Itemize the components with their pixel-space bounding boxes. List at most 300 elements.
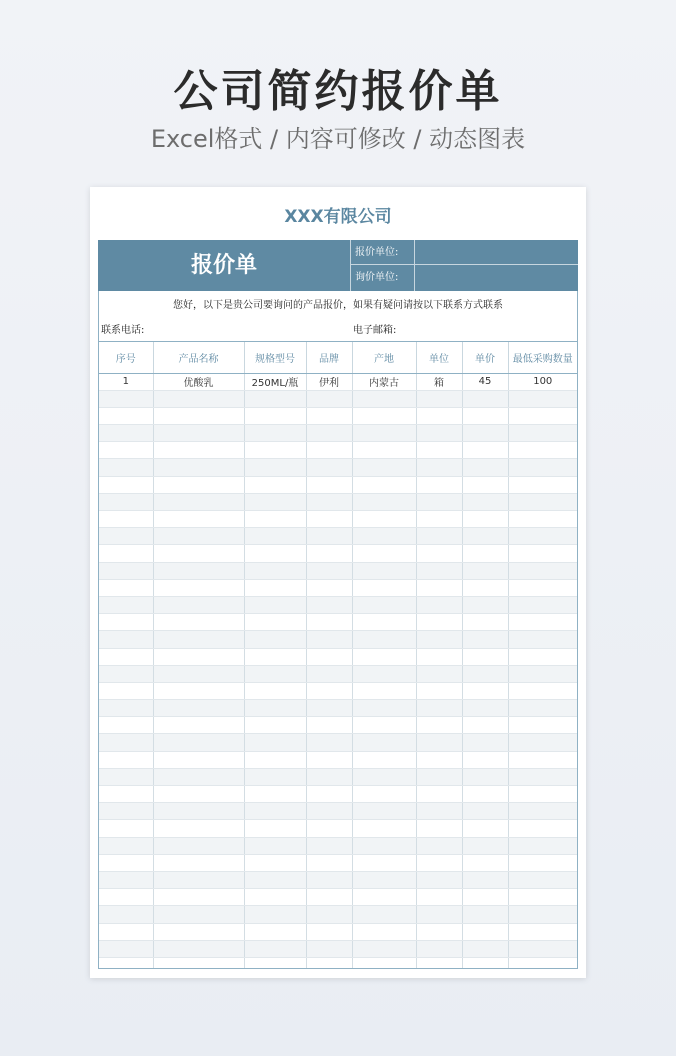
table-cell[interactable] [306,390,352,407]
table-cell[interactable] [244,700,306,717]
table-cell[interactable] [508,562,577,579]
table-cell[interactable] [462,889,508,906]
table-cell[interactable] [306,631,352,648]
table-cell[interactable]: 优酸乳 [153,373,244,390]
table-cell[interactable] [462,407,508,424]
table-cell[interactable] [99,820,153,837]
table-cell[interactable] [508,906,577,923]
table-cell[interactable] [153,837,244,854]
table-cell[interactable] [352,390,416,407]
table-cell[interactable] [244,442,306,459]
table-cell[interactable] [462,631,508,648]
column-header[interactable]: 品牌 [306,342,352,373]
table-cell[interactable] [306,545,352,562]
table-cell[interactable] [352,923,416,940]
table-cell[interactable] [153,631,244,648]
table-cell[interactable] [462,940,508,957]
table-cell[interactable] [462,957,508,969]
table-cell[interactable]: 45 [462,373,508,390]
table-cell[interactable] [508,596,577,613]
table-cell[interactable] [153,854,244,871]
table-cell[interactable] [99,682,153,699]
table-cell[interactable] [416,665,462,682]
table-cell[interactable] [416,407,462,424]
table-cell[interactable] [153,957,244,969]
table-cell[interactable] [416,889,462,906]
table-cell[interactable] [153,562,244,579]
table-cell[interactable] [306,923,352,940]
table-cell[interactable] [352,511,416,528]
table-cell[interactable] [462,648,508,665]
table-cell[interactable] [352,493,416,510]
table-cell[interactable] [352,682,416,699]
table-cell[interactable] [244,682,306,699]
table-cell[interactable] [508,493,577,510]
table-cell[interactable] [416,528,462,545]
table-cell[interactable] [352,820,416,837]
table-cell[interactable] [99,562,153,579]
table-cell[interactable] [508,631,577,648]
table-cell[interactable] [416,700,462,717]
table-cell[interactable] [306,442,352,459]
table-cell[interactable] [462,596,508,613]
table-cell[interactable] [99,923,153,940]
table-cell[interactable] [306,562,352,579]
table-cell[interactable] [306,511,352,528]
table-cell[interactable] [462,803,508,820]
table-cell[interactable] [99,425,153,442]
table-cell[interactable] [306,940,352,957]
table-cell[interactable] [416,768,462,785]
table-cell[interactable] [244,425,306,442]
table-cell[interactable] [99,390,153,407]
table-cell[interactable] [306,700,352,717]
table-cell[interactable] [99,768,153,785]
table-cell[interactable] [244,493,306,510]
table-cell[interactable] [416,476,462,493]
table-cell[interactable] [352,407,416,424]
table-cell[interactable] [153,390,244,407]
table-cell[interactable] [99,957,153,969]
table-cell[interactable] [508,786,577,803]
table-cell[interactable] [99,665,153,682]
table-cell[interactable] [416,717,462,734]
table-cell[interactable] [352,528,416,545]
table-cell[interactable] [99,940,153,957]
table-cell[interactable] [153,751,244,768]
quote-unit-field[interactable] [414,240,578,265]
table-cell[interactable] [462,786,508,803]
table-cell[interactable] [306,906,352,923]
table-cell[interactable] [153,786,244,803]
table-cell[interactable] [153,889,244,906]
table-cell[interactable] [99,786,153,803]
column-header[interactable]: 最低采购数量 [508,342,577,373]
table-cell[interactable] [416,459,462,476]
table-cell[interactable] [462,562,508,579]
table-cell[interactable] [244,665,306,682]
table-cell[interactable] [306,407,352,424]
table-cell[interactable] [508,545,577,562]
table-cell[interactable] [416,751,462,768]
table-cell[interactable] [306,957,352,969]
table-cell[interactable] [153,511,244,528]
table-cell[interactable] [352,803,416,820]
table-cell[interactable] [352,648,416,665]
table-cell[interactable] [508,407,577,424]
table-cell[interactable] [153,442,244,459]
table-cell[interactable] [352,545,416,562]
table-cell[interactable] [352,562,416,579]
table-cell[interactable] [352,596,416,613]
table-cell[interactable] [508,837,577,854]
table-cell[interactable] [306,648,352,665]
table-cell[interactable] [508,476,577,493]
table-cell[interactable] [416,596,462,613]
table-cell[interactable] [462,871,508,888]
table-cell[interactable] [462,734,508,751]
table-cell[interactable] [416,940,462,957]
table-cell[interactable] [352,889,416,906]
table-cell[interactable] [306,596,352,613]
table-cell[interactable] [462,511,508,528]
table-cell[interactable] [306,665,352,682]
table-cell[interactable] [306,425,352,442]
table-cell[interactable] [508,528,577,545]
table-cell[interactable] [352,940,416,957]
table-cell[interactable] [99,407,153,424]
table-cell[interactable] [306,768,352,785]
table-cell[interactable] [99,906,153,923]
table-cell[interactable] [306,786,352,803]
table-cell[interactable] [306,493,352,510]
table-cell[interactable] [462,854,508,871]
table-cell[interactable] [244,511,306,528]
column-header[interactable]: 产品名称 [153,342,244,373]
table-cell[interactable] [416,511,462,528]
table-cell[interactable] [352,579,416,596]
table-cell[interactable] [153,682,244,699]
table-cell[interactable] [306,459,352,476]
table-cell[interactable] [416,734,462,751]
table-cell[interactable]: 箱 [416,373,462,390]
table-cell[interactable] [244,837,306,854]
table-cell[interactable] [244,390,306,407]
table-cell[interactable] [244,545,306,562]
table-cell[interactable] [153,940,244,957]
table-cell[interactable] [153,768,244,785]
table-cell[interactable] [153,648,244,665]
table-cell[interactable] [462,390,508,407]
table-cell[interactable] [508,511,577,528]
table-cell[interactable] [508,768,577,785]
table-cell[interactable] [508,442,577,459]
table-cell[interactable] [99,459,153,476]
table-cell[interactable] [508,425,577,442]
table-cell[interactable] [306,528,352,545]
table-cell[interactable] [99,871,153,888]
column-header[interactable]: 产地 [352,342,416,373]
table-cell[interactable] [508,803,577,820]
table-cell[interactable] [153,614,244,631]
table-cell[interactable] [153,528,244,545]
table-cell[interactable] [416,631,462,648]
table-row [99,682,577,699]
table-cell[interactable] [416,614,462,631]
table-cell[interactable] [416,837,462,854]
table-cell[interactable] [352,700,416,717]
table-cell[interactable] [416,562,462,579]
table-cell[interactable] [99,579,153,596]
table-cell[interactable] [153,803,244,820]
table-cell[interactable] [508,459,577,476]
table-cell[interactable] [99,803,153,820]
table-cell[interactable] [306,751,352,768]
table-cell[interactable] [306,889,352,906]
table-cell[interactable] [462,682,508,699]
table-cell[interactable] [153,596,244,613]
table-cell[interactable] [462,665,508,682]
table-cell[interactable] [416,442,462,459]
table-cell[interactable] [99,442,153,459]
table-cell[interactable] [508,682,577,699]
table-cell[interactable] [244,906,306,923]
table-cell[interactable] [99,700,153,717]
table-cell[interactable] [244,579,306,596]
table-cell[interactable] [244,648,306,665]
table-cell[interactable] [416,906,462,923]
table-cell[interactable] [306,871,352,888]
column-header[interactable]: 规格型号 [244,342,306,373]
table-cell[interactable] [153,923,244,940]
table-cell[interactable] [508,751,577,768]
table-cell[interactable] [462,751,508,768]
table-cell[interactable] [306,854,352,871]
table-cell[interactable] [99,837,153,854]
column-header[interactable]: 序号 [99,342,153,373]
table-cell[interactable] [153,476,244,493]
column-header[interactable]: 单位 [416,342,462,373]
table-cell[interactable] [352,854,416,871]
table-cell[interactable] [153,734,244,751]
table-cell[interactable] [244,751,306,768]
table-row [99,786,577,803]
inquiry-unit-field[interactable] [414,265,578,291]
table-cell[interactable] [352,768,416,785]
table-cell[interactable] [352,459,416,476]
table-cell[interactable] [416,579,462,596]
table-cell[interactable]: 伊利 [306,373,352,390]
table-cell[interactable] [416,545,462,562]
table-cell[interactable] [352,425,416,442]
table-cell[interactable] [99,493,153,510]
table-cell[interactable] [416,425,462,442]
column-header[interactable]: 单价 [462,342,508,373]
table-cell[interactable] [99,545,153,562]
table-cell[interactable] [99,528,153,545]
table-cell[interactable] [352,442,416,459]
table-cell[interactable] [416,648,462,665]
table-cell[interactable] [462,476,508,493]
table-cell[interactable] [244,803,306,820]
table-cell[interactable] [462,768,508,785]
table-cell[interactable] [352,631,416,648]
table-cell[interactable] [508,614,577,631]
table-cell[interactable] [508,820,577,837]
table-cell[interactable] [153,906,244,923]
table-cell[interactable] [508,854,577,871]
table-cell[interactable] [352,734,416,751]
table-cell[interactable] [352,614,416,631]
table-cell[interactable] [508,717,577,734]
table-cell[interactable] [508,648,577,665]
table-cell[interactable] [508,700,577,717]
table-cell[interactable] [306,579,352,596]
table-cell[interactable] [416,957,462,969]
table-cell[interactable] [462,442,508,459]
table-cell[interactable] [508,889,577,906]
table-cell[interactable] [462,923,508,940]
table-cell[interactable] [244,871,306,888]
table-cell[interactable]: 1 [99,373,153,390]
table-cell[interactable] [244,631,306,648]
table-cell[interactable] [306,717,352,734]
table-cell[interactable] [153,579,244,596]
table-cell[interactable] [462,820,508,837]
table-cell[interactable] [352,476,416,493]
table-cell[interactable] [244,734,306,751]
table-cell[interactable] [244,407,306,424]
table-cell[interactable] [99,631,153,648]
table-cell[interactable] [244,476,306,493]
table-cell[interactable] [416,803,462,820]
table-row [99,407,577,424]
table-cell[interactable] [153,700,244,717]
table-cell[interactable] [306,734,352,751]
table-cell[interactable] [462,717,508,734]
table-cell[interactable] [508,923,577,940]
table-cell[interactable]: 250ML/瓶 [244,373,306,390]
table-cell[interactable] [352,837,416,854]
table-cell[interactable] [352,665,416,682]
table-cell[interactable] [352,786,416,803]
table-cell[interactable] [153,871,244,888]
quote-title[interactable]: 报价单 [190,253,257,278]
table-cell[interactable] [99,648,153,665]
table-cell[interactable] [416,923,462,940]
table-cell[interactable] [244,596,306,613]
table-cell[interactable] [462,425,508,442]
table-cell[interactable] [153,459,244,476]
table-cell[interactable] [508,579,577,596]
table-cell[interactable] [416,493,462,510]
table-cell[interactable] [508,390,577,407]
table-cell[interactable] [416,682,462,699]
table-cell[interactable] [416,786,462,803]
table-cell[interactable] [462,614,508,631]
table-cell[interactable] [416,854,462,871]
table-cell[interactable]: 内蒙古 [352,373,416,390]
table-cell[interactable] [306,682,352,699]
table-cell[interactable] [99,596,153,613]
table-cell[interactable] [508,957,577,969]
table-cell[interactable] [99,476,153,493]
table-cell[interactable] [244,820,306,837]
table-cell[interactable] [244,923,306,940]
table-cell[interactable] [153,820,244,837]
table-cell[interactable] [153,407,244,424]
table-cell[interactable] [352,957,416,969]
table-cell[interactable] [416,390,462,407]
table-cell[interactable] [462,837,508,854]
table-cell[interactable] [462,700,508,717]
table-cell[interactable] [99,511,153,528]
table-cell[interactable] [244,562,306,579]
table-cell[interactable]: 100 [508,373,577,390]
company-name[interactable]: XXX有限公司 [284,207,392,227]
table-cell[interactable] [508,665,577,682]
table-cell[interactable] [99,717,153,734]
table-cell[interactable] [244,786,306,803]
table-row [99,923,577,940]
table-cell[interactable] [306,614,352,631]
table-cell[interactable] [99,889,153,906]
table-cell[interactable] [352,717,416,734]
table-cell[interactable] [508,734,577,751]
table-cell[interactable] [416,820,462,837]
table-cell[interactable] [153,493,244,510]
table-cell[interactable] [244,768,306,785]
table-cell[interactable] [99,854,153,871]
phone-label[interactable]: 联系电话: [101,325,145,336]
table-cell[interactable] [462,545,508,562]
table-cell[interactable] [153,425,244,442]
table-cell[interactable] [153,665,244,682]
table-cell[interactable] [508,940,577,957]
table-cell[interactable] [462,459,508,476]
table-cell[interactable] [352,906,416,923]
table-cell[interactable] [416,871,462,888]
table-cell[interactable] [352,751,416,768]
table-cell[interactable] [244,528,306,545]
table-cell[interactable] [244,459,306,476]
table-cell[interactable] [306,476,352,493]
table-cell[interactable] [99,751,153,768]
table-cell[interactable] [153,717,244,734]
table-cell[interactable] [462,579,508,596]
table-cell[interactable] [244,854,306,871]
table-cell[interactable] [306,837,352,854]
table-cell[interactable] [306,820,352,837]
table-cell[interactable] [508,871,577,888]
table-cell[interactable] [462,493,508,510]
table-cell[interactable] [99,734,153,751]
greeting-text[interactable]: 您好，以下是贵公司要询问的产品报价，如果有疑问请按以下联系方式联系 [98,291,578,321]
table-cell[interactable] [306,803,352,820]
table-cell[interactable] [153,545,244,562]
table-cell[interactable] [99,614,153,631]
table-cell[interactable] [462,528,508,545]
table-cell[interactable] [244,717,306,734]
table-cell[interactable] [244,889,306,906]
table-cell[interactable] [244,940,306,957]
table-cell[interactable] [244,957,306,969]
table-cell[interactable] [244,614,306,631]
email-label[interactable]: 电子邮箱: [353,325,397,336]
quotation-sheet [90,187,586,978]
table-cell[interactable] [352,871,416,888]
table-cell[interactable] [462,906,508,923]
